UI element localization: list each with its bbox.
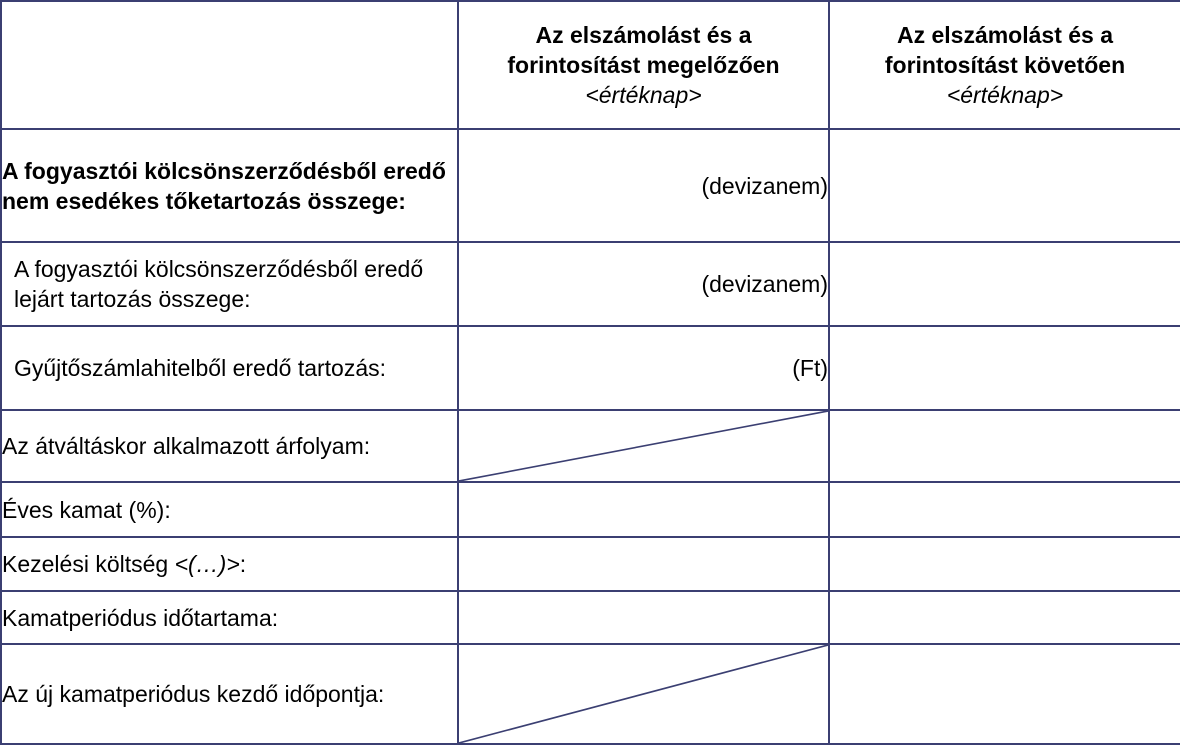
header-empty-cell	[1, 1, 458, 129]
row-value-collection-account-before: (Ft)	[458, 326, 829, 410]
header-before-line1: Az elszámolást és a	[535, 22, 752, 48]
row-value-overdue-after	[829, 242, 1180, 326]
table-row	[1, 482, 1180, 537]
table-row	[1, 644, 1180, 744]
row-value-collection-account-after	[829, 326, 1180, 410]
table-row	[1, 591, 1180, 644]
row-label-overdue: A fogyasztói kölcsönszerződésből eredő lejárt tartozás összege:	[1, 242, 458, 326]
row-value-interest-period-before	[458, 591, 829, 644]
header-after	[829, 1, 1180, 129]
row-value-new-period-start-after	[829, 644, 1180, 744]
row-value-handling-fee-after	[829, 537, 1180, 591]
header-row	[1, 1, 1180, 129]
row-label-annual-interest: Éves kamat (%):	[1, 482, 458, 537]
header-after-line1: Az elszámolást és a	[896, 22, 1114, 48]
diagonal-strike	[459, 645, 828, 743]
row-value-overdue-before: (devizanem)	[458, 242, 829, 326]
table-row	[1, 410, 1180, 482]
row-value-new-period-start-before-crossed	[458, 644, 829, 744]
header-before	[458, 1, 829, 129]
row-label-new-period-start: Az új kamatperiódus kezdő időpontja:	[1, 644, 458, 744]
row-label-exchange-rate: Az átváltáskor alkalmazott árfolyam:	[1, 410, 458, 482]
row-value-exchange-rate-after	[829, 410, 1180, 482]
row-label-collection-account: Gyűjtőszámlahitelből eredő tartozás:	[1, 326, 458, 410]
table-row	[1, 537, 1180, 591]
row-label-handling-fee	[1, 537, 458, 591]
header-before-line2: forintosítást megelőzően	[507, 52, 780, 78]
row-value-interest-period-after	[829, 591, 1180, 644]
table-row	[1, 326, 1180, 410]
header-before-sub: <értéknap>	[585, 82, 702, 108]
header-after-sub: <értéknap>	[946, 82, 1064, 108]
row-label-interest-period: Kamatperiódus időtartama:	[1, 591, 458, 644]
row-value-annual-interest-before	[458, 482, 829, 537]
header-after-line2: forintosítást követően	[884, 52, 1126, 78]
handling-fee-suffix: :	[239, 551, 247, 577]
handling-fee-italic: <(…)>	[174, 551, 240, 577]
table-row	[1, 129, 1180, 242]
row-label-principal: A fogyasztói kölcsönszerződésből eredő nem esedékes tőketartozás összege:	[1, 129, 458, 242]
row-value-principal-after	[829, 129, 1180, 242]
row-value-principal-before: (devizanem)	[458, 129, 829, 242]
row-value-annual-interest-after	[829, 482, 1180, 537]
handling-fee-prefix: Kezelési költség	[2, 551, 175, 577]
row-value-exchange-rate-before-crossed	[458, 410, 829, 482]
table-row	[1, 242, 1180, 326]
row-value-handling-fee-before	[458, 537, 829, 591]
diagonal-strike	[459, 411, 828, 481]
